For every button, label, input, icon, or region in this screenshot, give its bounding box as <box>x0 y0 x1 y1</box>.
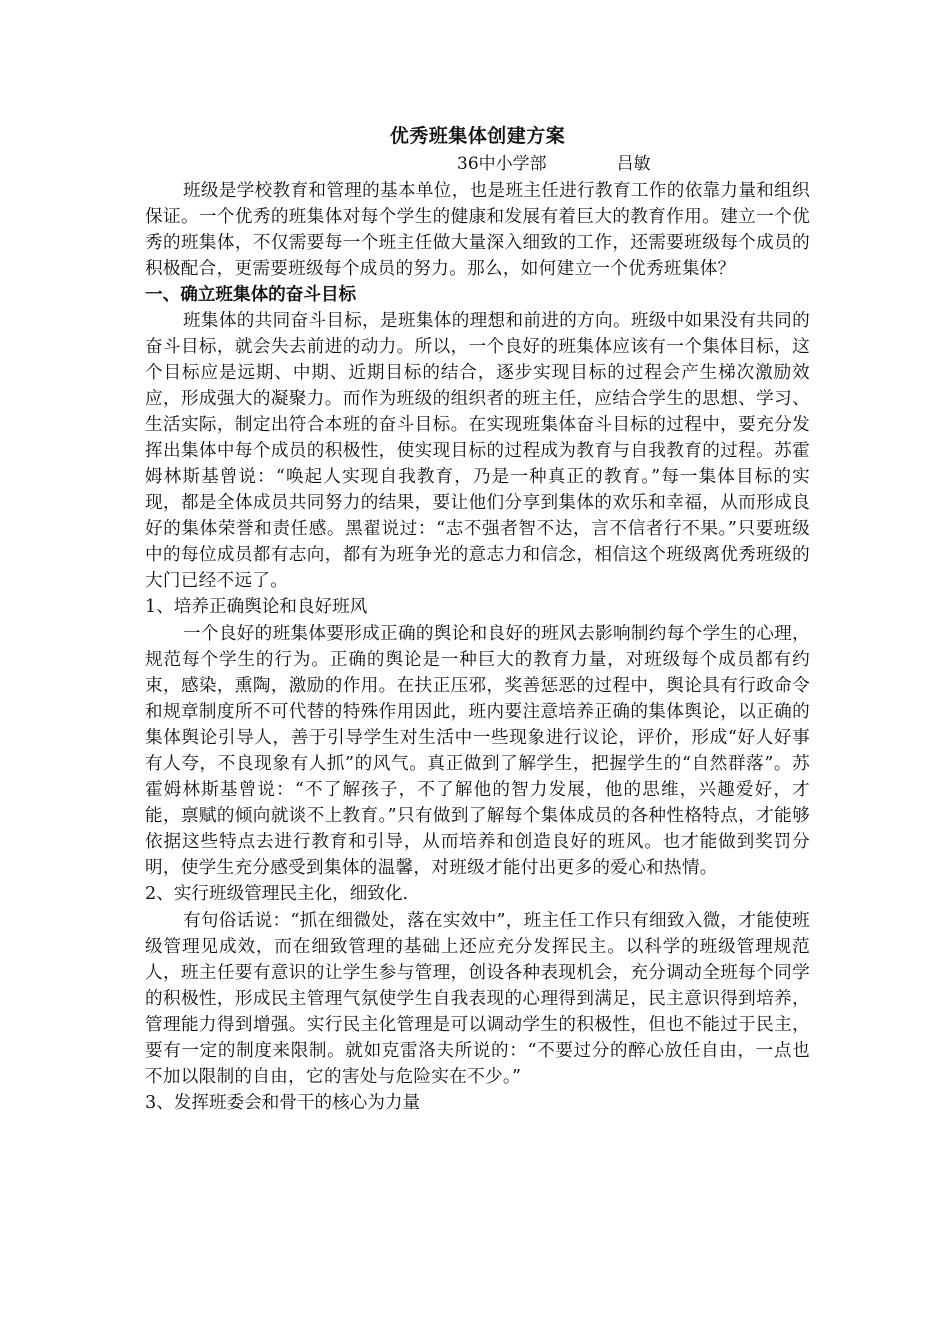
section-heading-1: 一、确立班集体的奋斗目标 <box>145 284 357 305</box>
subsection-heading-3: 3、发挥班委会和骨干的核心为力量 <box>145 1093 421 1113</box>
intro-paragraph: 班级是学校教育和管理的基本单位，也是班主任进行教育工作的依靠力量和组织保证。一个优秀的班集体对每个学生的健康和发展有着巨大的教育作用。建立一个优秀的班集体，不仅需要每一个班主任做大量深入细致的工作，还需要班级每个成员的积极配合，更需要班级每个成员的努力。那么，如何建立一个优秀班集体？ <box>145 181 810 279</box>
document-title: 优秀班集体创建方案 <box>389 125 566 147</box>
subsection-heading-1: 1、培养正确舆论和良好班风 <box>145 597 368 617</box>
subsection-2-paragraph: 有句俗话说：“抓在细微处，落在实效中”，班主任工作只有细致入微，才能使班级管理见成效，而在细致管理的基础上还应充分发挥民主。以科学的班级管理规范人，班主任要有意识的让学生参与管理，创设各种表现机会，充分调动全班每个同学的积极性，形成民主管理气氛使学生自我表现的心理得到满足，民主意识得到培养，管理能力得到增强。实行民主化管理是可以调动学生的积极性，但也不能过于民主，要有一定的制度来限制。就如克雷洛夫所说的：“不要过分的醉心放任自由，一点也不加以限制的自由，它的害处与危险实在不少。” <box>145 911 810 1087</box>
byline-author: 吕敏 <box>616 154 651 174</box>
byline <box>145 152 810 176</box>
document-page <box>145 120 810 1117</box>
section-1-paragraph: 班集体的共同奋斗目标，是班集体的理想和前进的方向。班级中如果没有共同的奋斗目标，就会失去前进的动力。所以，一个良好的班集体应该有一个集体目标，这个目标应是远期、中期、近期目标的结合，逐步实现目标的过程会产生梯次激励效应，形成强大的凝聚力。而作为班级的组织者的班主任，应结合学生的思想、学习、生活实际，制定出符合本班的奋斗目标。在实现班集体奋斗目标的过程中，要充分发挥出集体中每个成员的积极性，使实现目标的过程成为教育与自我教育的过程。苏霍姆林斯基曾说：“唤起人实现自我教育，乃是一种真正的教育。”每一集体目标的实现，都是全体成员共同努力的结果，要让他们分享到集体的欢乐和幸福，从而形成良好的集体荣誉和责任感。黑翟说过：“志不强者智不达，言不信者行不果。”只要班级中的每位成员都有志向，都有为班争光的意志力和信念，相信这个班级离优秀班级的大门已经不远了。 <box>145 311 810 591</box>
subsection-1-paragraph: 一个良好的班集体要形成正确的舆论和良好的班风去影响制约每个学生的心理，规范每个学生的行为。正确的舆论是一种巨大的教育力量，对班级每个成员都有约束，感染，熏陶，激励的作用。在扶正压邪，奖善惩恶的过程中，舆论具有行政命令和规章制度所不可代替的特殊作用因此，班内要注意培养正确的集体舆论，以正确的集体舆论引导人，善于引导学生对生活中一些现象进行议论，评价，形成“好人好事有人夸，不良现象有人抓”的风气。真正做到了解学生，把握学生的“自然群落”。苏霍姆林斯基曾说：“不了解孩子，不了解他的智力发展，他的思维，兴趣爱好，才能，禀赋的倾向就谈不上教育。”只有做到了解每个集体成员的各种性格特点，才能够依据这些特点去进行教育和引导，从而培养和创造良好的班风。也才能做到奖罚分明，使学生充分感受到集体的温馨，对班级才能付出更多的爱心和热情。 <box>145 624 810 878</box>
subsection-heading-2: 2、实行班级管理民主化，细致化. <box>145 884 409 904</box>
byline-org: 36中小学部 <box>457 154 547 174</box>
